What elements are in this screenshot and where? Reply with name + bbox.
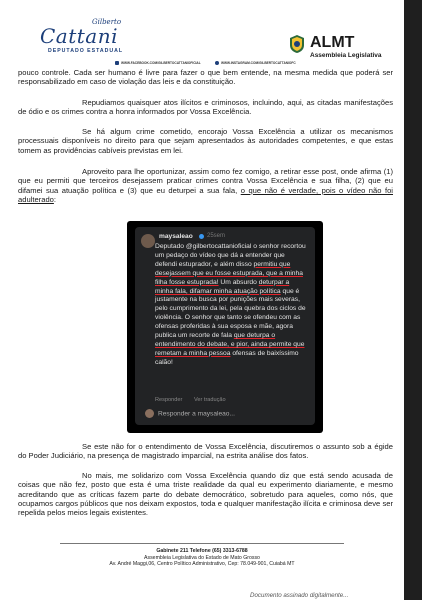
comment-text-3: que é justamente na busca por punições mais severas, pelo cumprimento da lei, pela quebra dos ciclos de violência. O senhor que tanto se ofendeu com as ofensas proferidas à sua esposa e mãe, agora publica um recorte de fala <box>155 287 306 340</box>
comment-actions <box>155 397 236 403</box>
comment-highlight-3: que deturpa o entendimento do debate, e pior, ainda permite que remetam a minha pessoa <box>155 332 305 357</box>
paragraph-6: No mais, me solidarizo com Vossa Excelência quando diz que está sendo acusada de coisas que não fez, posto que esta é uma triste realidade da qual eu experimento diariamente, e mesmo acreditando que as críticas fazem parte do debate democrático, sobretudo para aqueles, como nós, que ocupamos cargos públicos que nos deixam expostos, toda e qualquer manifestação ilícita e criminosa deve ser repelida pelos meios legais existentes. <box>18 471 393 518</box>
letterhead <box>0 0 404 68</box>
instagram-link: WWW.INSTAGRAM.COM/GILBERTOCATTANIOFC <box>215 61 296 65</box>
footer-divider <box>60 543 344 544</box>
logo-gilberto-text: Gilberto <box>92 18 122 26</box>
logo-subtitle: DEPUTADO ESTADUAL <box>48 48 124 54</box>
comment-username: maysaleao <box>159 233 193 240</box>
paragraph-4-text: Aproveito para lhe oportunizar, assim como fez comigo, a retirar esse post, onde afirma (1) que eu permiti que terceiros desejassem praticar crimes contra Vossa Excelência e sua filha, (2) que eu difamei sua atuação política e (3) que eu deturpei a sua fala, <box>18 167 393 195</box>
paragraph-1: pouco controle. Cada ser humano é livre para fazer o que bem entende, na mesma medida que poderá ser responsabilizado em caso de violação das leis e da constituição. <box>18 68 393 87</box>
comment-text-4: ofensas de baixíssimo calão! <box>155 349 299 366</box>
verified-badge-icon <box>199 234 204 239</box>
reply-button: Responder <box>155 397 183 403</box>
paragraph-3: Se há algum crime cometido, encorajo Vossa Excelência a utilizar os mecanismos processuais disponíveis no direito para que sejam apresentados às autoridades competentes, e que estas tomem as providências cabíveis previstas em lei. <box>18 127 393 155</box>
paragraph-5: Se este não for o entendimento de Vossa Excelência, discutiremos o assunto sob a égide do Poder Judiciário, na presença de magistrado imparcial, na estrita análise dos fatos. <box>18 442 393 461</box>
avatar <box>141 234 155 248</box>
footer <box>0 548 404 568</box>
almt-subtitle: Assembleia Legislativa <box>310 52 382 59</box>
facebook-icon <box>115 61 119 65</box>
crest-icon <box>288 34 306 54</box>
social-links <box>115 61 305 67</box>
signature-partial: Documento assinado digitalmente... <box>250 592 349 599</box>
paragraph-4-underlined: o que não é verdade, pois o vídeo não foi adulterado <box>18 185 393 204</box>
reply-placeholder: Responder a maysaleao... <box>158 410 235 418</box>
logo-cattani-text: Cattani <box>40 24 119 48</box>
cattani-logo <box>40 18 160 58</box>
paragraph-2: Repudiamos quaisquer atos ilícitos e criminosos, incluindo, aqui, as citadas manifestações de ódio e os crimes contra a honra informados por Vossa Excelência. <box>18 98 393 117</box>
footer-line-2: Assembleia Legislativa do Estado de Mato Grosso <box>144 554 260 561</box>
comment-text-2: Um absurdo <box>218 278 259 286</box>
viewer-side-bar <box>404 0 422 600</box>
comment-highlight-2: deturpar a minha fala, difamar minha atuação política <box>155 278 290 295</box>
reply-avatar <box>145 409 154 418</box>
instagram-comment-screenshot <box>127 221 323 433</box>
almt-logo <box>288 34 388 64</box>
instagram-icon <box>215 61 219 65</box>
footer-line-3: Av. André Maggi,06, Centro Político Administrativo, Cep: 78.049-901, Cuiabá MT <box>109 561 295 568</box>
reply-input <box>145 409 235 418</box>
facebook-link: WWW.FACEBOOK.COM/GILBERTOCATTANIOFICIAL <box>115 61 201 65</box>
paragraph-4 <box>18 167 393 204</box>
comment-body <box>155 243 307 368</box>
paragraph-4-colon: : <box>53 194 57 204</box>
comment-time: 25sem <box>207 233 226 239</box>
footer-line-1: Gabinete 211 Telefone (65) 3313-6788 <box>156 548 248 554</box>
comment-card <box>135 227 315 425</box>
almt-title: ALMT <box>310 34 355 51</box>
comment-text-1: Deputado @gilbertocattanioficial o senhor recortou um pedaço do vídeo que dá a entender que defendi estuprador, e além disso <box>155 243 306 268</box>
see-translation-button: Ver tradução <box>193 397 226 403</box>
comment-highlight-1: permitiu que desejassem que eu fosse estuprada, que a minha filha fosse estuprada! <box>155 260 303 286</box>
